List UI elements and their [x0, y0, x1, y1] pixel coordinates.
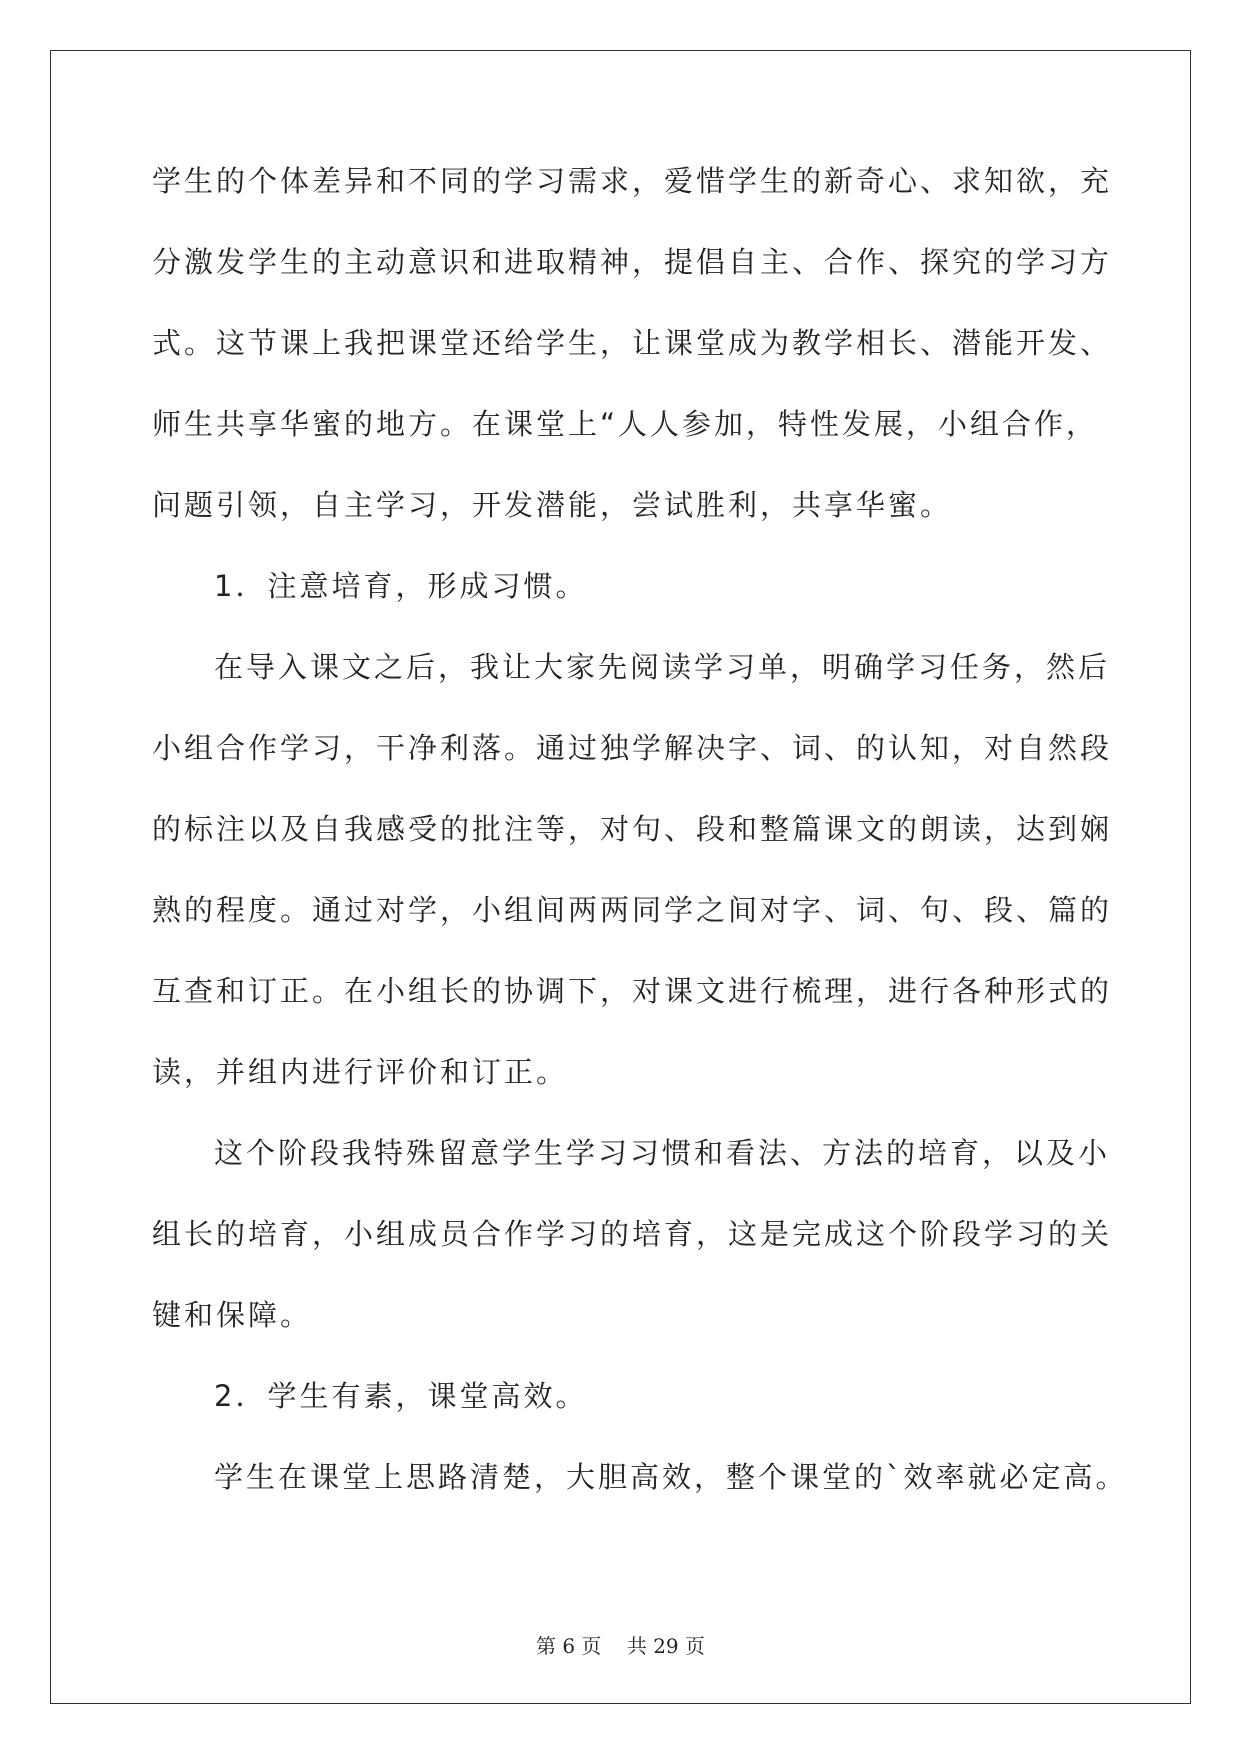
page-number: 第 6 页 共 29 页 — [535, 1634, 706, 1658]
text-line: 问题引领，自主学习，开发潜能，尝试胜利，共享华蜜。 — [152, 488, 953, 522]
text-line: 在导入课文之后，我让大家先阅读学习单，明确学习任务，然后 — [214, 650, 1111, 684]
text-line: 学生在课堂上思路清楚，大胆高效，整个课堂的`效率就必定高。 — [214, 1460, 1128, 1494]
text-line: 学生的个体差异和不同的学习需求，爱惜学生的新奇心、求知欲，充 — [152, 164, 1113, 198]
text-line: 这个阶段我特殊留意学生学习习惯和看法、方法的培育，以及小 — [214, 1136, 1111, 1170]
text-line: 的标注以及自我感受的批注等，对句、段和整篇课文的朗读，达到娴 — [152, 812, 1113, 846]
text-line: 小组合作学习，干净利落。通过独学解决字、词、的认知，对自然段 — [152, 731, 1113, 765]
section-heading: 2．学生有素，课堂高效。 — [214, 1379, 588, 1413]
document-body — [152, 164, 1128, 1542]
text-line: 分激发学生的主动意识和进取精神，提倡自主、合作、探究的学习方 — [152, 245, 1113, 279]
section-heading: 1．注意培育，形成习惯。 — [214, 569, 588, 603]
text-line: 熟的程度。通过对学，小组间两两同学之间对字、词、句、段、篇的 — [152, 893, 1113, 927]
text-line: 师生共享华蜜的地方。在课堂上“人人参加，特性发展，小组合作， — [152, 407, 1099, 441]
text-line: 读，并组内进行评价和订正。 — [152, 1055, 569, 1089]
text-line: 式。这节课上我把课堂还给学生，让课堂成为教学相长、潜能开发、 — [152, 326, 1113, 360]
text-line: 组长的培育，小组成员合作学习的培育，这是完成这个阶段学习的关 — [152, 1217, 1113, 1251]
text-line: 键和保障。 — [152, 1298, 313, 1332]
text-line: 互查和订正。在小组长的协调下，对课文进行梳理，进行各种形式的 — [152, 974, 1113, 1008]
